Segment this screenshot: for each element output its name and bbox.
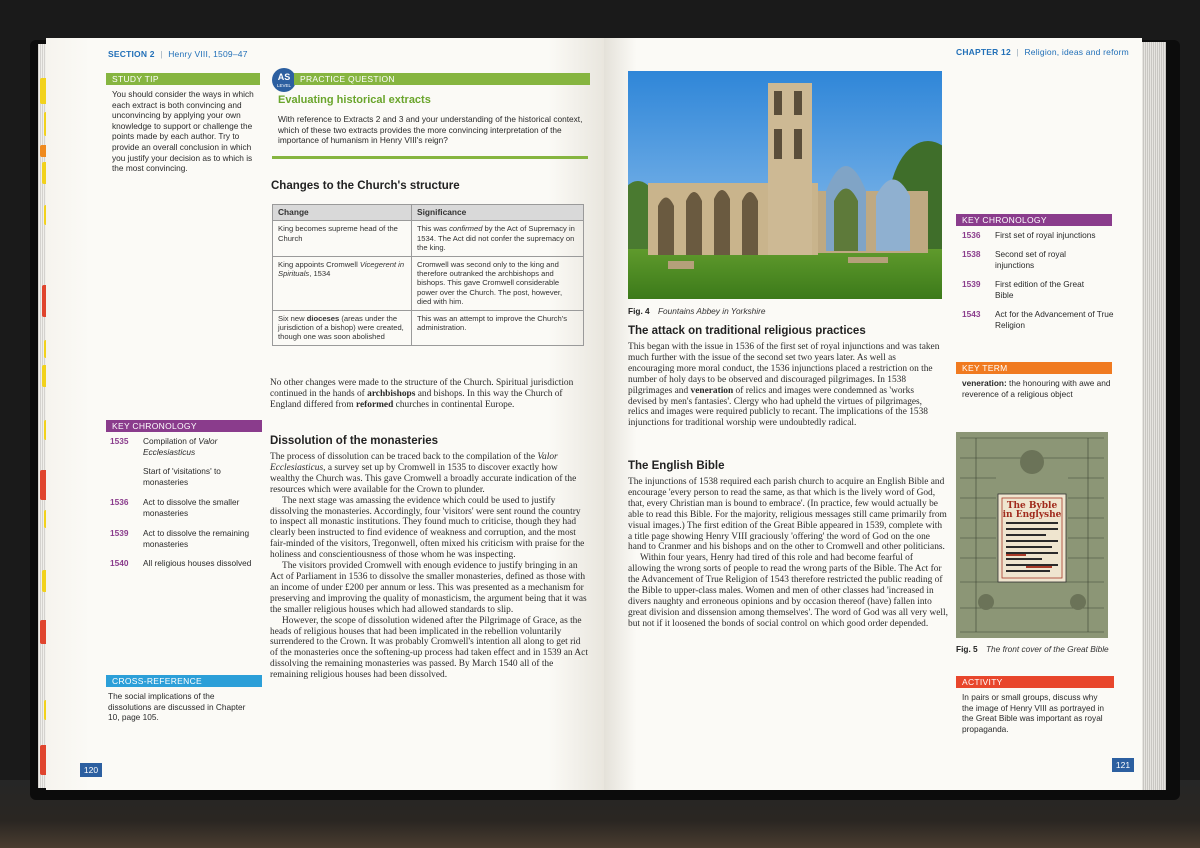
- header-separator: |: [160, 49, 163, 59]
- chronology-year: 1539: [962, 279, 981, 289]
- running-header: [956, 47, 1129, 57]
- fig5-caption: [956, 644, 1109, 654]
- badge-level: LEVEL: [276, 83, 291, 88]
- page-number: 120: [80, 763, 102, 777]
- chronology-event: Compilation of Valor Ecclesiasticus: [143, 436, 218, 457]
- activity-label: ACTIVITY: [956, 676, 1114, 688]
- chronology-event: All religious houses dissolved: [143, 558, 252, 568]
- left-page: [46, 38, 604, 790]
- chronology-item: [110, 497, 260, 519]
- chronology-event: First edition of the Great Bible: [995, 279, 1085, 300]
- right-page: [604, 38, 1142, 790]
- as-level-badge: [272, 68, 296, 92]
- fig4-caption: [628, 306, 765, 316]
- fig4-number: Fig. 4: [628, 306, 650, 316]
- practice-rule: [272, 156, 588, 159]
- key-term-word: veneration:: [962, 378, 1007, 388]
- table-row: [273, 256, 584, 310]
- key-term-text: the honouring with awe and reverence of a religious object: [962, 378, 1111, 399]
- table-header: Significance: [412, 205, 584, 221]
- chronology-item: [962, 309, 1122, 333]
- dissolution-heading: Dissolution of the monasteries: [270, 435, 439, 447]
- chronology-event: Second set of royal injunctions: [995, 249, 1067, 270]
- practice-text: With reference to Extracts 2 and 3 and your understanding of the historical context, which of these two extracts provides the more convincing interpretation of the importance of humanism in Henry VIII's reign?: [278, 114, 583, 146]
- chapter-title: Religion, ideas and reform: [1024, 47, 1129, 57]
- section-label: SECTION 2: [108, 49, 155, 59]
- table-row: [273, 310, 584, 345]
- paragraph: However, the scope of dissolution widened after the Pilgrimage of Grace, as the heads of religious houses that had been implicated in the rebellion voluntarily surrendered to the Crown. It was probably Cromwell's intention all along to get rid of the monasteries once the softening-up process had taken effect and in 1539 an Act dissolving the remaining monasteries was passed. By March 1540 all of the remaining religious houses had been dissolved.: [270, 615, 588, 681]
- chronology-item: [110, 436, 260, 458]
- table-cell-significance: This was an attempt to improve the Church's administration.: [412, 310, 584, 345]
- cross-reference-text: The social implications of the dissolutions are discussed in Chapter 10, page 105.: [108, 691, 246, 723]
- badge-as: AS: [277, 72, 291, 82]
- chronology-event: First set of royal injunctions: [995, 230, 1096, 240]
- right-page-edges: [1140, 42, 1166, 790]
- chronology-year: 1536: [110, 497, 129, 507]
- bible-body: [628, 477, 948, 630]
- bible-heading: The English Bible: [628, 460, 725, 472]
- study-tip-text: You should consider the ways in which each extract is both convincing and unconvincing by applying your own knowledge to support or challenge the points made by each author. Try to provide an overall conclusion in which you justify your decision as to which is the most convincing.: [112, 89, 254, 174]
- table-row: [273, 221, 584, 256]
- paragraph: This began with the issue in 1536 of the first set of royal injunctions and was taken much further with the issue of the second set two years later. As well as encouraging more moral conduct, the 1536 injunctions placed a restriction on the number of holy days to be observed and discouraged pilgrimages. In 1538 pilgrimages and veneration of relics and images were condemned as 'works devised by men's fantasies'. Clergy who had upheld the virtues of pilgrimages, relics and images were required publicly to recant. The implications of the 1538 injunctions for traditional worship were undoubtedly radical.: [628, 342, 940, 429]
- chronology-year: 1536: [962, 230, 981, 240]
- key-term-definition: [962, 378, 1112, 399]
- chapter-label: CHAPTER 12: [956, 47, 1011, 57]
- table-header: Change: [273, 205, 412, 221]
- running-header: [108, 49, 248, 59]
- chronology-year: 1538: [962, 249, 981, 259]
- chronology-event: Act to dissolve the smaller monasteries: [143, 497, 240, 518]
- paragraph: Within four years, Henry had tired of this role and had become fearful of allowing the wrong sorts of people to read the wrong parts of the Bible. The Act for the Advancement of True Religion of 1543 therefore restricted the public reading of the Bible to upper-class males. Women and men of other classes had 'increased in divers naughty and erroneous opinions and by occasion thereof (have) fallen into great division and dissension among themselves'. The word of God was all very well, but not if it loosened the bonds of social control on which good order depended.: [628, 553, 948, 629]
- chronology-item: [110, 558, 260, 580]
- chronology-item: [110, 466, 260, 488]
- key-chronology-label: KEY CHRONOLOGY: [106, 420, 262, 432]
- chronology-item: [962, 230, 1122, 250]
- changes-table: [272, 204, 584, 346]
- structure-paragraph: [270, 378, 582, 411]
- practice-question-label: PRACTICE QUESTION: [294, 73, 590, 85]
- practice-title: Evaluating historical extracts: [278, 94, 431, 106]
- changes-table-wrap: [272, 204, 584, 346]
- paragraph: The process of dissolution can be traced back to the compilation of the Valor Ecclesiasticus, a survey set up by Cromwell in 1535 to discover exactly how wealthy the Church was. This gave Cromwell a broadly accurate indication of the resources which were available for the Crown to plunder.: [270, 452, 577, 495]
- chronology-year: 1535: [110, 436, 129, 446]
- chronology-year: 1539: [110, 528, 129, 538]
- chronology-event: Act for the Advancement of True Religion: [995, 309, 1114, 330]
- table-cell-change: King becomes supreme head of the Church: [273, 221, 412, 256]
- fountains-abbey-photo: [628, 71, 942, 299]
- table-cell-change: King appoints Cromwell Vicegerent in Spirituals, 1534: [273, 256, 412, 310]
- table-cell-change: Six new dioceses (areas under the jurisdiction of a bishop) were created, though one was soon abolished: [273, 310, 412, 345]
- header-separator: |: [1016, 47, 1019, 57]
- paragraph: The visitors provided Cromwell with enough evidence to justify bringing in an Act of Parliament in 1536 to dissolve the smaller monasteries, defined as those with an income of under £200 per annum or less. This was presented as a mechanism for preserving and improving the quality of monasticism, the argument being that it was the smaller religious houses which had allowed standards to slip.: [270, 561, 587, 615]
- attack-body: [628, 342, 944, 429]
- activity-text: In pairs or small groups, discuss why the image of Henry VIII as portrayed in the Great Bible was important as royal propaganda.: [962, 692, 1105, 734]
- chronology-item: [110, 528, 260, 550]
- table-header-row: [273, 205, 584, 221]
- chronology-item: [962, 279, 1122, 303]
- paragraph: The next stage was amassing the evidence which could be used to justify dissolving the monasteries. Accordingly, four 'visitors' were sent round the country to inspect all monastic institutions. They found much to criticise, though they had clearly been instructed to find evidence of weakness and corruption, and the most fair-minded of the visitors, Tregonwell, often mixed his criticism with praise for the holiness and conscientiousness of those whom he was inspecting.: [270, 495, 585, 561]
- attack-heading: The attack on traditional religious practices: [628, 325, 866, 337]
- table-cell-significance: Cromwell was second only to the king and therefore outranked the archbishops and bishops. This gave Cromwell considerable power over the Church. The post, however, died with him.: [412, 256, 584, 310]
- bible-cover-illustration: [956, 432, 1108, 638]
- abbey-illustration: [628, 71, 942, 299]
- chronology-event: Act to dissolve the remaining monasteries: [143, 528, 250, 549]
- dissolution-body: [270, 452, 588, 681]
- fig4-text: Fountains Abbey in Yorkshire: [657, 306, 766, 316]
- section-title: Henry VIII, 1509–47: [168, 49, 248, 59]
- table-cell-significance: This was confirmed by the Act of Supremacy in 1534. The Act did not confer the supremacy on the king.: [412, 221, 584, 256]
- page-number: 121: [1112, 758, 1134, 772]
- great-bible-cover-image: [956, 432, 1108, 638]
- structure-heading: Changes to the Church's structure: [271, 180, 460, 192]
- chronology-year: 1543: [962, 309, 981, 319]
- cross-reference-label: CROSS-REFERENCE: [106, 675, 262, 687]
- chronology-year: 1540: [110, 558, 129, 568]
- bible-cover-title: The Byble in Englyshe: [1002, 501, 1062, 520]
- fig5-text: The front cover of the Great Bible: [985, 644, 1109, 654]
- paragraph: The injunctions of 1538 required each parish church to acquire an English Bible and encourage 'every person to read the same, as that which is the lively word of God, that, every Christian man is bound to embrace'. (In practice, few would actually be able to read this Bible. For the majority, religious messages still came primarily from visual images.) The first edition of the Great Bible appeared in 1539, complete with a title page showing Henry VIII graciously 'offering' the word of God on the one hand to Cranmer and his bishops and on the other to Cromwell and other politicians.: [628, 477, 947, 553]
- fig5-number: Fig. 5: [956, 644, 978, 654]
- key-term-label: KEY TERM: [956, 362, 1112, 374]
- key-chronology-label: KEY CHRONOLOGY: [956, 214, 1112, 226]
- chronology-item: [962, 249, 1122, 273]
- paragraph: No other changes were made to the structure of the Church. Spiritual jurisdiction continued in the hands of archbishops and bishops. In this way the Church of England differed from reformed churches in continental Europe.: [270, 378, 574, 410]
- chronology-event: Start of 'visitations' to monasteries: [143, 466, 221, 487]
- study-tip-label: STUDY TIP: [106, 73, 260, 85]
